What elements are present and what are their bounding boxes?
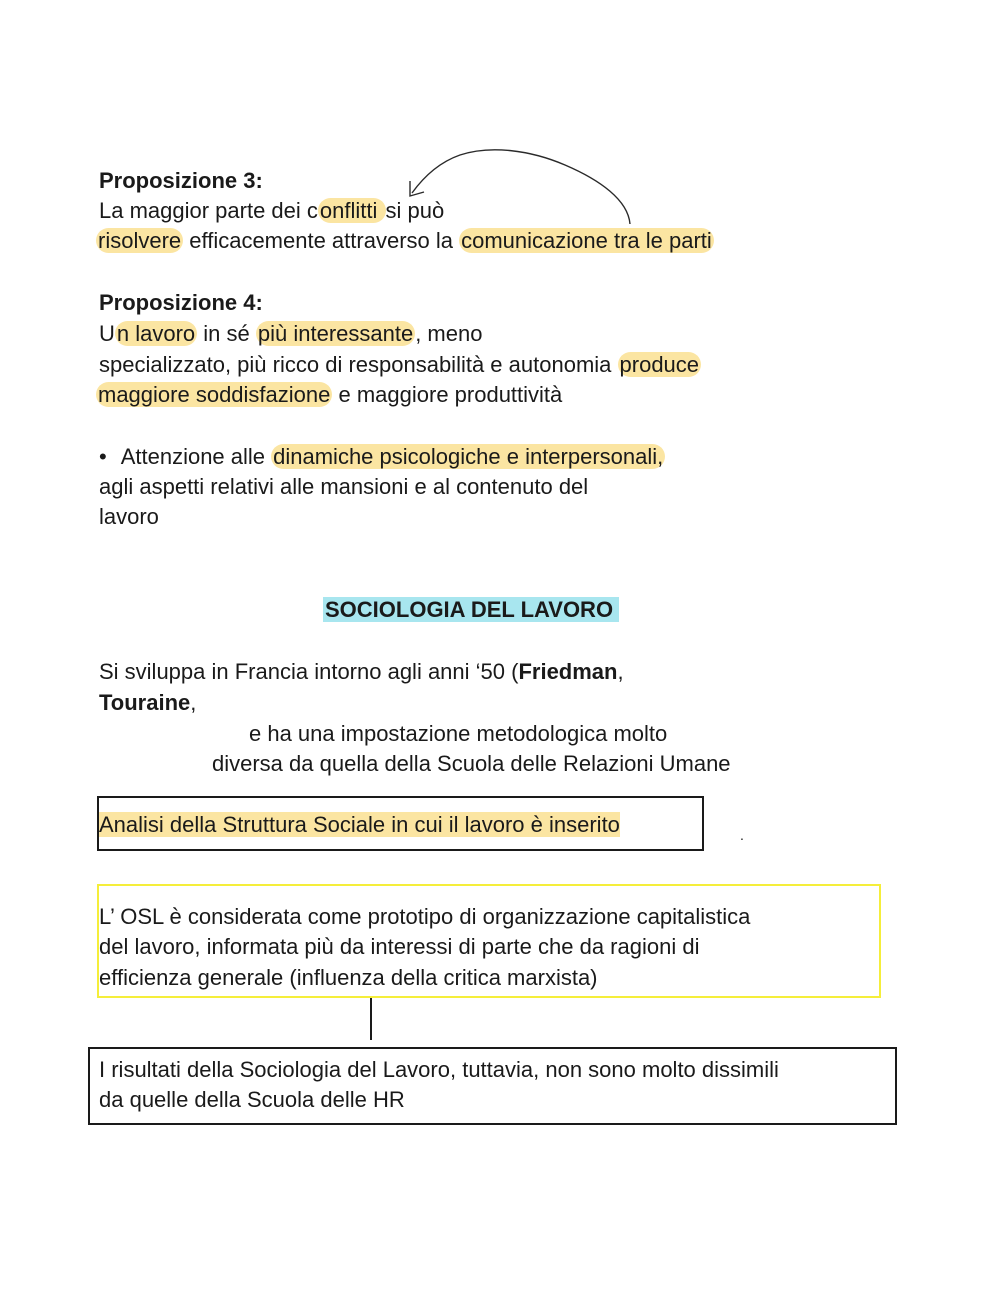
analysis-box (97, 796, 704, 851)
author-friedman: Friedman (518, 659, 618, 684)
section-title (323, 595, 619, 625)
prop3-line1 (99, 196, 444, 226)
text-span: , (190, 690, 197, 715)
author-touraine: Touraine (99, 690, 191, 715)
text-span: si può (385, 198, 445, 223)
connector-line (370, 998, 372, 1040)
intro-line4: diversa da quella della Scuola delle Relazioni Umane (212, 751, 731, 776)
stray-dot: . (740, 827, 744, 843)
results-box (88, 1047, 897, 1125)
osl-line2: del lavoro, informata più da interessi di parte che da ragioni di (99, 934, 700, 959)
highlight-produce: produce (619, 352, 700, 377)
text-span: Si sviluppa in Francia intorno agli anni ‘50 ( (99, 659, 519, 684)
prop4-line3 (96, 380, 562, 410)
bullet-line3: lavoro (99, 504, 159, 529)
prop4-line1 (99, 319, 482, 349)
highlight-analysis: Analisi della Struttura Sociale in cui il lavoro è inserito (99, 812, 620, 837)
intro-line3: e ha una impostazione metodologica molto (249, 721, 668, 746)
prop4-line2 (99, 350, 701, 380)
section-title-highlight: SOCIOLOGIA DEL LAVORO (323, 597, 619, 622)
bullet-line2: agli aspetti relativi alle mansioni e al contenuto del (99, 474, 589, 499)
text-span: , (617, 659, 624, 684)
intro-line1 (99, 657, 624, 687)
highlight-soddisfazione: maggiore soddisfazione (98, 382, 331, 407)
results-line1: I risultati della Sociologia del Lavoro, tuttavia, non sono molto dissimili (99, 1057, 779, 1082)
osl-box (97, 884, 881, 998)
highlight-dinamiche: dinamiche psicologiche e interpersonali, (273, 444, 664, 469)
results-line2: da quelle della Scuola delle HR (99, 1087, 405, 1112)
highlight-lavoro: n lavoro (116, 321, 196, 346)
text-span: specializzato, più ricco di responsabilità e autonomia (99, 352, 618, 377)
text-span: Attenzione alle (120, 444, 272, 469)
analysis-box-text (99, 810, 620, 840)
bullet-marker: • (99, 444, 107, 469)
prop4-heading: Proposizione 4: (99, 290, 263, 315)
highlight-interessante: più interessante (257, 321, 414, 346)
highlight-comunicazione: comunicazione tra le parti (461, 228, 712, 253)
text-span: La maggior parte dei c (99, 198, 318, 223)
text-span: , meno (415, 321, 483, 346)
highlight-risolvere: risolvere (98, 228, 182, 253)
prop3-line2 (96, 226, 714, 256)
bullet-line1 (99, 442, 665, 472)
prop3-heading: Proposizione 3: (99, 168, 263, 193)
text-span: in sé (197, 321, 256, 346)
osl-line1: L’ OSL è considerata come prototipo di organizzazione capitalistica (99, 904, 751, 929)
intro-line2 (99, 688, 196, 718)
text-span: efficacemente attraverso la (183, 228, 460, 253)
osl-line3: efficienza generale (influenza della critica marxista) (99, 965, 598, 990)
text-span: U (99, 321, 115, 346)
arrow-curve (412, 150, 630, 224)
highlight-conflitti: onflitti (319, 198, 384, 223)
text-span: e maggiore produttività (332, 382, 563, 407)
arrow-head (410, 181, 424, 196)
